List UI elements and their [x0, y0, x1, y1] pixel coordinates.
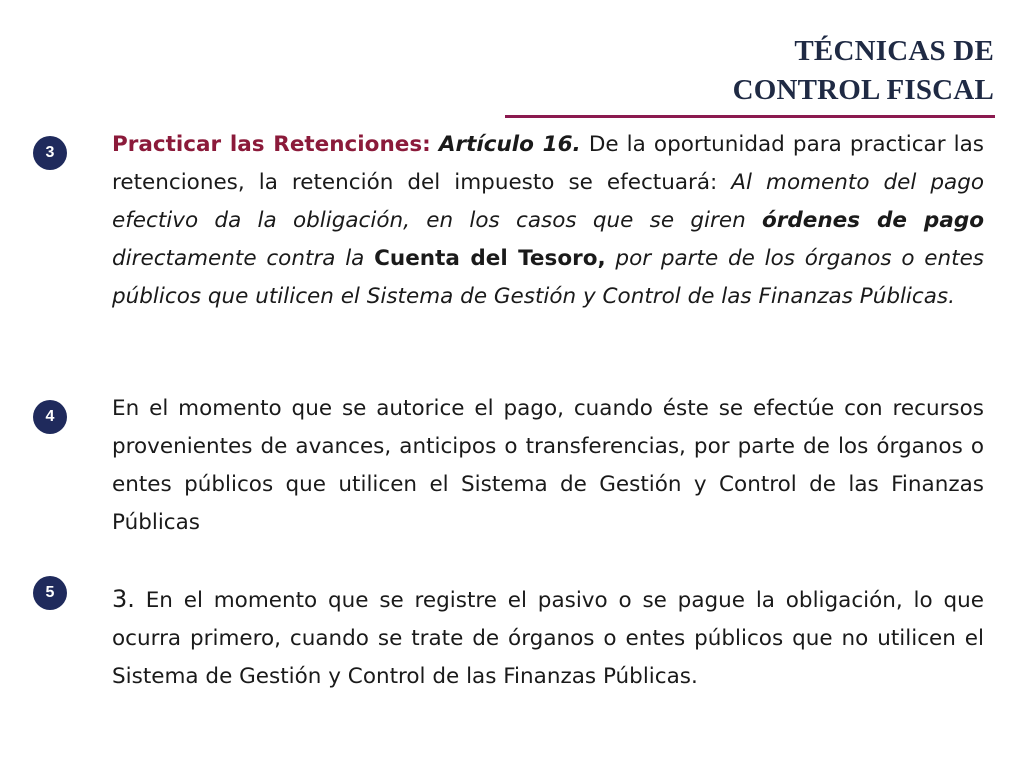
- title-line-2: CONTROL FISCAL: [732, 74, 994, 106]
- item-paragraph-4: En el momento que se autorice el pago, cuando éste se efectúe con recursos provenientes de avances, anticipos o transferencias, por parte de los órganos o entes públicos que utilicen el Sistema de Gestión y Control de las Finanzas Públicas: [112, 396, 984, 535]
- item-lead-heading: Practicar las Retenciones:: [112, 132, 431, 157]
- item-number-badge-5: 5: [33, 576, 67, 610]
- item-paragraph-5: [112, 580, 984, 696]
- paragraph-italic-text: Al momento del pago efectivo da la obligación, en los casos que se giren: [112, 170, 984, 233]
- article-reference: Artículo 16.: [438, 132, 581, 157]
- paragraph-text: En el momento que se registre el pasivo o se pague la obligación, lo que ocurra primero, cuando se trate de órganos o entes públicos que no utilicen el Sistema de Gestión y Control de las Finanzas Públicas.: [112, 588, 984, 689]
- emphasis-ordenes-de-pago: órdenes de pago: [762, 208, 984, 233]
- item-number-badge-3: 3: [33, 136, 67, 170]
- item-paragraph-3: [112, 126, 984, 316]
- title-underline: [505, 115, 995, 118]
- page-title: [733, 32, 994, 110]
- paragraph-text: De la oportunidad para practicar las retenciones, la retención del impuesto se efectuará:: [112, 132, 984, 195]
- item-prefix: 3.: [112, 585, 135, 613]
- paragraph-italic-text: por parte de los órganos o entes públicos que utilicen el Sistema de Gestión y Control de las Finanzas Públicas.: [112, 246, 985, 309]
- paragraph-italic-text: directamente contra la: [112, 246, 375, 271]
- item-number-badge-4: 4: [33, 400, 67, 434]
- emphasis-cuenta-del-tesoro: Cuenta del Tesoro,: [374, 246, 606, 271]
- title-line-1: TÉCNICAS DE: [794, 35, 994, 67]
